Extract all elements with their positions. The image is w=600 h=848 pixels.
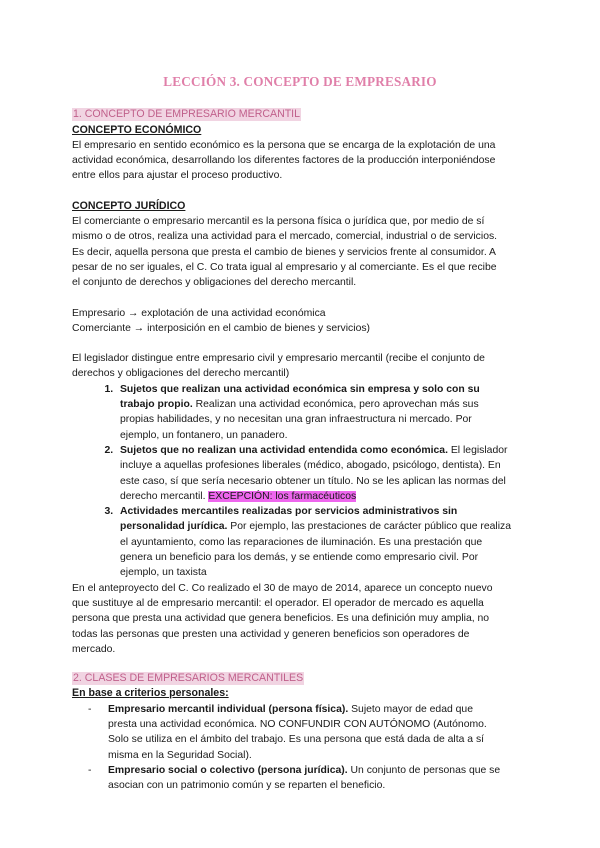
personal-criteria-heading: En base a criterios personales: — [72, 687, 229, 700]
item-text: Sujeto mayor de edad que — [348, 703, 473, 715]
economic-concept-heading: CONCEPTO ECONÓMICO — [72, 123, 202, 136]
paragraph-line: pesar de no ser iguales, el C. Co trata igual al empresario y al comerciante. Es el que recibe — [72, 261, 497, 273]
item-text: Un conjunto de personas que se — [347, 764, 501, 776]
item-text: El legislador — [447, 444, 508, 456]
item-bold: trabajo propio. — [120, 399, 193, 411]
entrepreneur-types-list — [72, 702, 528, 794]
paragraph-line: todas las personas que presten una actividad y generen beneficios son operadores de — [72, 628, 470, 640]
section-2 — [72, 671, 528, 793]
exception-highlight: EXCEPCIÓN: los farmacéuticos — [208, 490, 357, 502]
paragraph-line: El empresario en sentido económico es la persona que se encarga de la explotación de una — [72, 139, 496, 151]
list-item — [116, 504, 528, 580]
arrow-line-comerciante: Comerciante → interposición en el cambio de bienes y servicios) — [72, 322, 371, 334]
section-1-heading: 1. CONCEPTO DE EMPRESARIO MERCANTIL — [73, 108, 301, 121]
paragraph-line: entre ellos para ajustar el proceso productivo. — [72, 170, 283, 182]
item-line: el ayuntamiento, como las reparaciones de iluminación. Es una prestación que — [120, 536, 483, 548]
item-line: genera un beneficio para los demás, y se entiende como empresario civil. Por — [120, 552, 479, 564]
arrow-definitions — [72, 306, 528, 337]
paragraph-line: Es decir, aquella persona que presta el cambio de bienes y servicios frente al consumidor. A — [72, 246, 496, 258]
legal-concept-heading: CONCEPTO JURÍDICO — [72, 199, 186, 212]
section-1 — [72, 107, 528, 657]
paragraph-line: mercado. — [72, 643, 116, 655]
paragraph-line: El comerciante o empresario mercantil es la persona física o jurídica que, por medio de sí — [72, 216, 485, 228]
item-line: asocian con un patrimonio común y se reparten el beneficio. — [108, 780, 386, 792]
item-bold: Actividades mercantiles realizadas por servicios administrativos sin — [120, 506, 458, 518]
item-line: ejemplo, un taxista — [120, 567, 207, 579]
paragraph-line: el conjunto de derechos y obligaciones del derecho mercantil. — [72, 277, 357, 289]
economic-concept-paragraph — [72, 138, 528, 184]
item-text: derecho mercantil. — [120, 490, 209, 502]
section-2-heading: 2. CLASES DE EMPRESARIOS MERCANTILES — [73, 672, 304, 685]
item-line: Solo se utiliza en el ámbito del trabajo. Es una persona que está dada de alta a sí — [108, 734, 485, 746]
item-line: incluye a aquellas profesiones liberales (médico, abogado, psicólogo, dentista). En — [120, 460, 501, 472]
item-line: presta una actividad económica. NO CONFUNDIR CON AUTÓNOMO (Autónomo. — [108, 718, 487, 730]
operator-paragraph — [72, 581, 528, 657]
legislator-intro — [72, 351, 528, 382]
dash-bullet: - — [88, 764, 92, 776]
item-line: propias habilidades, y no necesitan una gran infraestructura ni mercado. Por — [120, 414, 472, 426]
item-line: este caso, sí que sería necesario obtener un título. No se les aplican las normas del — [120, 475, 506, 487]
item-bold: Empresario mercantil individual (persona física). — [108, 703, 349, 715]
paragraph-line: persona que presta una actividad que genera beneficios. Es una definición muy amplia, no — [72, 613, 490, 625]
paragraph-line: En el anteproyecto del C. Co realizado el 30 de mayo de 2014, aparece un concepto nuevo — [72, 582, 493, 594]
paragraph-line: actividad económica, desarrollando los diferentes factores de la producción interponiéndose — [72, 155, 496, 167]
paragraph-line: que sustituye al de empresario mercantil: el operador. El operador de mercado es aquella — [72, 597, 484, 609]
subject-types-list — [72, 382, 528, 581]
paragraph-line: derechos y obligaciones del derecho mercantil) — [72, 368, 290, 380]
paragraph-line: mismo o de otros, realiza una actividad para el mercado, comercial, industrial o de servicios. — [72, 231, 498, 243]
item-text: Por ejemplo, las prestaciones de carácter público que realiza — [227, 521, 511, 533]
item-bold: Sujetos que no realizan una actividad entendida como económica. — [120, 444, 448, 456]
list-item — [88, 763, 528, 794]
item-line: ejemplo, un fontanero, un panadero. — [120, 429, 288, 441]
list-item — [88, 702, 528, 763]
item-bold: Sujetos que realizan una actividad económica sin empresa y solo con su — [120, 383, 480, 395]
dash-bullet: - — [88, 703, 92, 715]
item-bold: Empresario social o colectivo (persona jurídica). — [108, 764, 348, 776]
document-title: LECCIÓN 3. CONCEPTO DE EMPRESARIO — [163, 74, 437, 89]
arrow-line-empresario: Empresario → explotación de una actividad económica — [72, 307, 326, 319]
item-text: Realizan una actividad económica, pero aprovechan más sus — [192, 399, 479, 411]
item-bold: personalidad jurídica. — [120, 521, 228, 533]
item-line: misma en la Seguridad Social). — [108, 749, 252, 761]
list-item — [116, 382, 528, 443]
legal-concept-paragraph — [72, 214, 528, 290]
list-item — [116, 443, 528, 504]
paragraph-line: El legislador distingue entre empresario civil y empresario mercantil (recibe el conjunto de — [72, 353, 485, 365]
